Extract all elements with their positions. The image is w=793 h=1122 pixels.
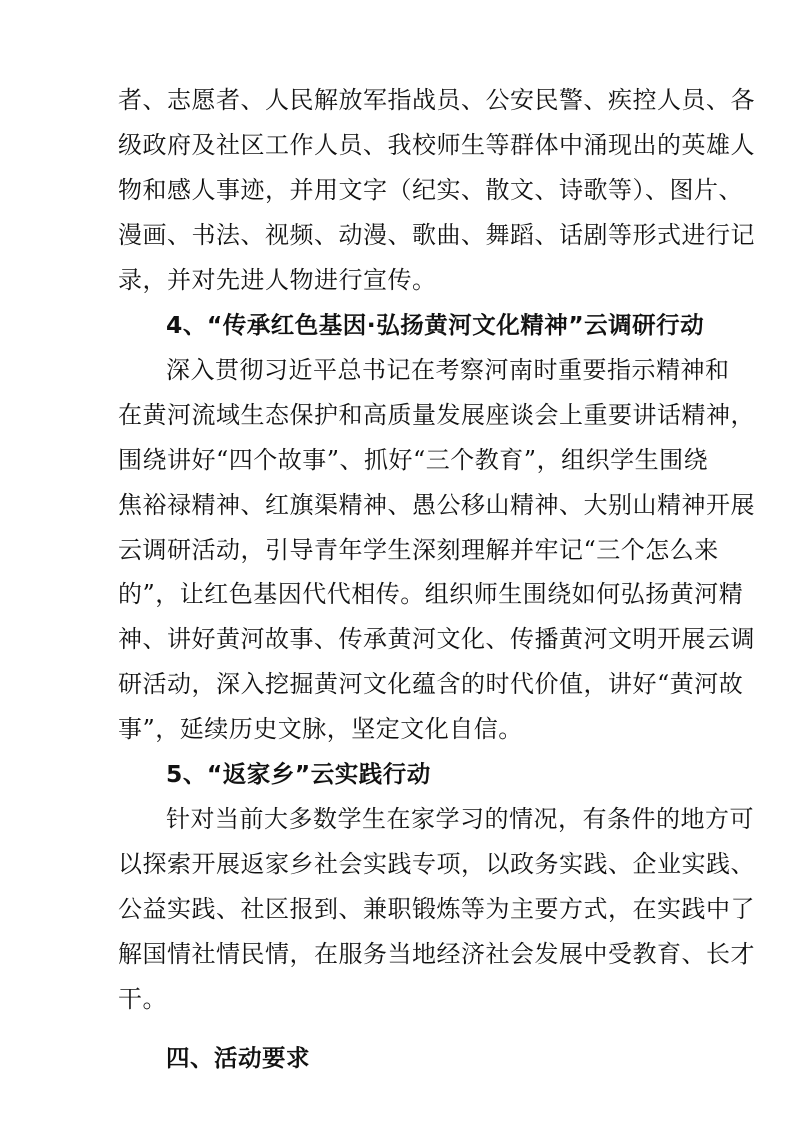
paragraph-3-line-1: 针对当前大多数学生在家学习的情况，有条件的地方可 [166,805,754,833]
paragraph-1-line-4: 漫画、书法、视频、动漫、歌曲、舞蹈、话剧等形式进行记 [118,221,755,249]
paragraph-2-line-7: 神、讲好黄河故事、传承黄河文化、传播黄河文明开展云调 [118,625,755,653]
section-heading-4: 4、“传承红色基因·弘扬黄河文化精神”云调研行动 [166,311,705,339]
paragraph-2-line-5: 云调研活动，引导青年学生深刻理解并牢记“三个怎么来 [118,536,719,564]
paragraph-3-line-4: 解国情社情民情，在服务当地经济社会发展中受教育、长才 [118,940,755,968]
paragraph-2-line-4: 焦裕禄精神、红旗渠精神、愚公移山精神、大别山精神开展 [118,491,755,519]
paragraph-3-line-2: 以探索开展返家乡社会实践专项，以政务实践、企业实践、 [118,850,755,878]
paragraph-1-line-2: 级政府及社区工作人员、我校师生等群体中涌现出的英雄人 [118,131,755,159]
paragraph-2-line-1: 深入贯彻习近平总书记在考察河南时重要指示精神和 [166,356,730,384]
section-heading-5: 5、“返家乡”云实践行动 [166,760,431,788]
section-heading-four: 四、活动要求 [166,1044,310,1072]
paragraph-3-line-3: 公益实践、社区报到、兼职锻炼等为主要方式，在实践中了 [118,895,755,923]
paragraph-2-line-3: 围绕讲好“四个故事”、抓好“三个教育”，组织学生围绕 [118,446,709,474]
paragraph-1-line-1: 者、志愿者、人民解放军指战员、公安民警、疾控人员、各 [118,86,755,114]
paragraph-1-line-3: 物和感人事迹，并用文字（纪实、散文、诗歌等）、图片、 [118,176,743,204]
paragraph-2-line-8: 研活动，深入挖掘黄河文化蕴含的时代价值，讲好“黄河故 [118,670,744,698]
paragraph-2-line-2: 在黄河流域生态保护和高质量发展座谈会上重要讲话精神， [118,401,755,429]
paragraph-1-line-5: 录，并对先进人物进行宣传。 [118,266,437,294]
paragraph-2-line-9: 事”，延续历史文脉，坚定文化自信。 [118,715,523,743]
paragraph-3-line-5: 干。 [118,985,167,1013]
paragraph-2-line-6: 的”，让红色基因代代相传。组织师生围绕如何弘扬黄河精 [118,580,744,608]
